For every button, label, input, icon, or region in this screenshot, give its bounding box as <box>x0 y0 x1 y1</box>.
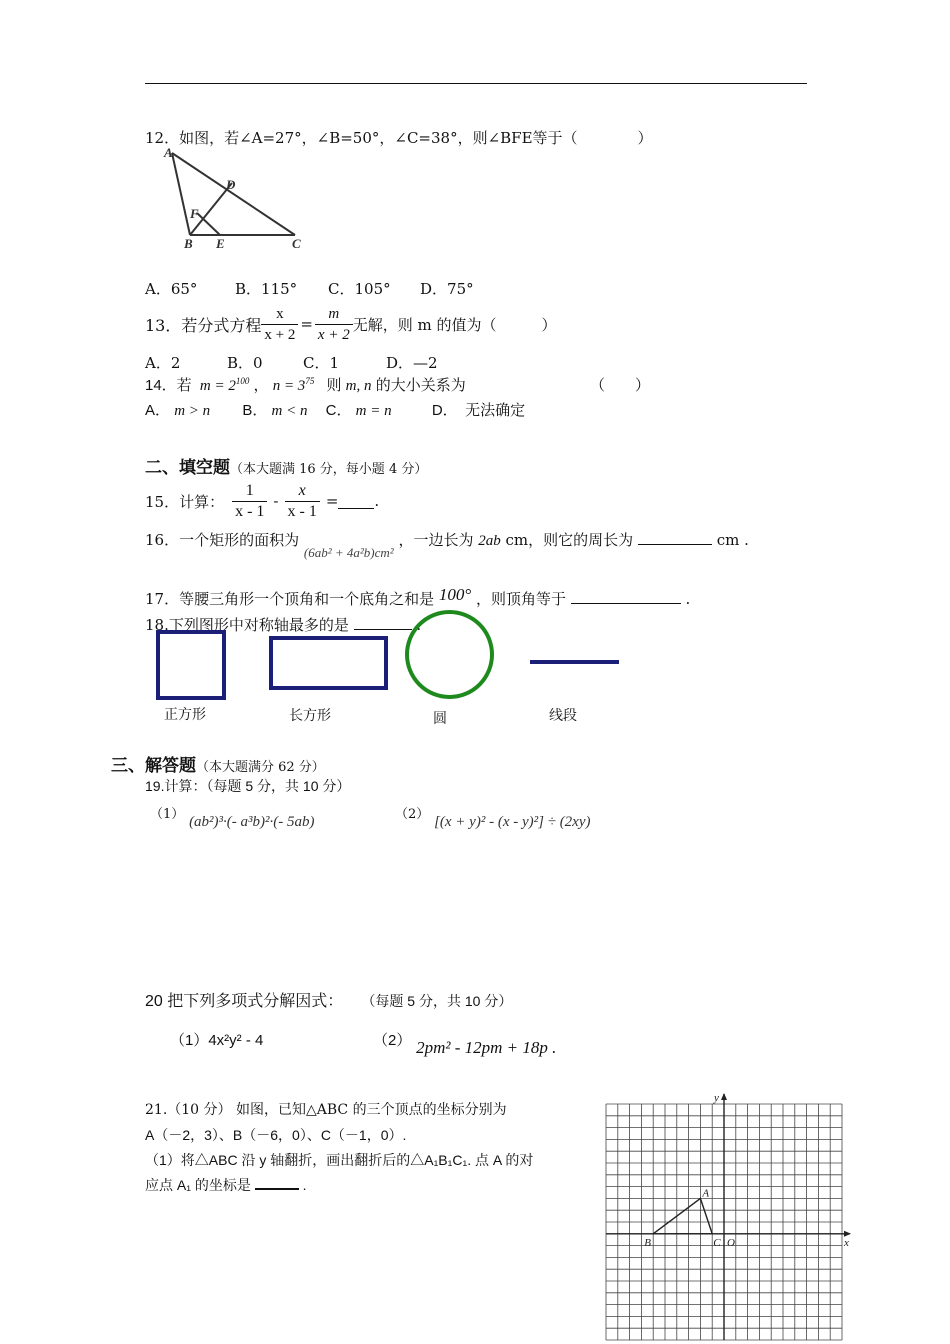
q16-mid: ，一边长为 <box>398 531 474 549</box>
q18-end: . <box>416 616 422 634</box>
q14-option-c-label: C． <box>325 402 352 419</box>
q21-line4-end: . <box>302 1177 307 1193</box>
q16-prefix: 16．一个矩形的面积为 <box>145 531 300 549</box>
q16-end: cm . <box>716 531 749 549</box>
q21-line2: A（－2，3）、B（－6，0）、C（－1，0）. <box>145 1127 407 1143</box>
q15-answer-blank[interactable] <box>338 494 374 509</box>
q13-frac2-den: x + 2 <box>317 326 350 343</box>
q21-line4 <box>145 1175 307 1195</box>
grid-label-x: x <box>844 1236 849 1249</box>
q16-mid2: cm，则它的周长为 <box>505 531 634 549</box>
q20-part1: （1）4x²y² - 4 <box>170 1032 264 1049</box>
q14-m-expr: m = 2 <box>199 378 236 394</box>
q21-line4-prefix: 应点 A₁ 的坐标是 <box>145 1177 251 1193</box>
q15-f2-den: x - 1 <box>287 502 317 520</box>
q13-option-b: B．0 <box>227 354 263 372</box>
grid-label-y: y <box>714 1092 719 1104</box>
q17-prefix: 17．等腰三角形一个顶角和一个底角之和是 <box>145 590 435 608</box>
q15-eq: = <box>325 492 339 510</box>
q20-part2 <box>373 1029 557 1057</box>
section3-note: （本大题满分 62 分） <box>196 760 325 775</box>
q19-p2-expr: [(x + y)² - (x - y)²] ÷ (2xy) <box>434 814 591 830</box>
q14-line <box>145 374 466 395</box>
q16-line <box>145 529 749 560</box>
grid-label-a: A <box>702 1187 710 1200</box>
square-label: 正方形 <box>164 706 206 722</box>
q12-text: 12．如图，若∠A=27°，∠B=50°，∠C=38°，则∠BFE等于（ ） <box>145 129 653 147</box>
fig-label-c: C <box>292 236 301 251</box>
q14-m-exp: 100 <box>235 376 250 386</box>
q19-part1 <box>150 803 315 830</box>
q15-end: . <box>374 492 380 510</box>
q14-n-expr: n = 3 <box>272 378 306 394</box>
fig-label-e: E <box>216 236 225 251</box>
triangle-abc <box>653 1198 712 1233</box>
q15-f1-num: 1 <box>232 481 267 502</box>
q13-fraction-1 <box>261 304 298 345</box>
line-segment-label: 线段 <box>549 707 577 723</box>
circle-label: 圆 <box>433 710 447 726</box>
q21-line1: 21.（10 分） 如图，已知△ABC 的三个顶点的坐标分别为 <box>145 1102 507 1118</box>
q14-option-d: D． 无法确定 <box>431 402 526 419</box>
circle-shape <box>405 610 494 699</box>
q15-f1-den: x - 1 <box>235 502 265 520</box>
q19-text: 19.计算：（每题 5 分，共 10 分） <box>145 778 351 794</box>
q14-option-b-expr: m < n <box>271 403 308 419</box>
q12-option-c: C．105° <box>328 280 391 298</box>
rectangle-shape <box>269 636 388 690</box>
header-rule <box>145 83 807 84</box>
q19-p1-expr: (ab²)³·(- a³b)²·(- 5ab) <box>189 814 315 830</box>
q13-suffix: 无解，则 m 的值为（ ） <box>352 315 557 334</box>
q15-f2-num: x <box>285 481 320 502</box>
q18-answer-blank[interactable] <box>354 615 412 630</box>
q15-fraction-1 <box>232 481 267 522</box>
section2-heading <box>145 453 427 478</box>
q14-suffix: 的大小关系为 <box>375 377 466 394</box>
q12-triangle-figure <box>160 145 310 255</box>
fig-label-f: F <box>190 206 199 221</box>
q21-answer-blank[interactable] <box>255 1176 299 1190</box>
line-segment-shape <box>530 660 619 664</box>
q14-sep: ， <box>253 377 269 394</box>
y-axis-arrow <box>721 1093 727 1100</box>
coordinate-grid <box>598 1090 858 1344</box>
fig-label-b: B <box>184 236 193 251</box>
q12-option-b: B．115° <box>235 280 298 298</box>
grid-label-c: C <box>713 1236 721 1249</box>
square-shape <box>156 630 226 700</box>
q13-prefix: 13．若分式方程 <box>145 315 262 335</box>
q18-text: 18.下列图形中对称轴最多的是 <box>145 616 349 634</box>
q14-mid: 则 <box>326 377 342 394</box>
q13-line <box>145 302 556 346</box>
q14-option-a-label: A． <box>145 402 171 419</box>
q13-eq: = <box>300 315 313 333</box>
q17-suffix: ，则顶角等于 <box>475 590 566 608</box>
grid-label-o: O <box>727 1236 735 1249</box>
section2-title: 二、填空题 <box>145 458 230 477</box>
q19-p2-label: （2） <box>395 807 430 822</box>
q15-fraction-2 <box>285 481 320 522</box>
q14-n-exp: 75 <box>305 376 315 386</box>
q13-frac1-num: x <box>261 304 298 325</box>
q14-option-b-label: B． <box>242 402 268 419</box>
q15-minus: - <box>273 492 279 510</box>
fig-label-d: D <box>226 177 236 192</box>
q12-option-d: D．75° <box>420 280 474 298</box>
section2-note: （本大题满 16 分，每小题 4 分） <box>230 462 428 477</box>
q20-title: 20 把下列多项式分解因式： <box>145 993 344 1010</box>
q14-prefix: 14．若 <box>145 377 192 394</box>
q14-option-a-expr: m > n <box>174 403 211 419</box>
q13-option-a: A．2 <box>145 354 181 372</box>
q19-p1-label: （1） <box>150 807 185 822</box>
q17-angle: 100° <box>438 585 472 604</box>
q15-line <box>145 478 379 524</box>
fig-label-a: A <box>164 145 173 160</box>
section3-title: 三、解答题 <box>111 756 196 775</box>
q16-answer-blank[interactable] <box>638 530 712 545</box>
q17-end: . <box>685 590 691 608</box>
q14-paren: （ ） <box>590 377 651 394</box>
q13-frac1-den: x + 2 <box>264 326 296 343</box>
q14-option-c-expr: m = n <box>355 403 392 419</box>
q14-vars: m, n <box>345 378 372 394</box>
section3-heading <box>111 751 325 776</box>
q20-heading <box>145 988 512 1011</box>
q20-p2-expr: 2pm² - 12pm + 18p . <box>416 1038 557 1057</box>
q15-prefix: 15．计算： <box>145 492 225 511</box>
q13-fraction-2 <box>315 304 353 345</box>
q13-option-d: D．—2 <box>386 354 438 372</box>
q16-expr: (6ab² + 4a²b)cm² <box>303 545 394 560</box>
q17-answer-blank[interactable] <box>571 589 681 604</box>
q20-p2-label: （2） <box>373 1032 412 1049</box>
q21-line3: （1）将△ABC 沿 y 轴翻折，画出翻折后的△A₁B₁C₁. 点 A 的对 <box>145 1152 534 1168</box>
q19-part2 <box>395 803 591 830</box>
q17-line <box>145 585 691 609</box>
grid-label-b: B <box>644 1236 651 1249</box>
rectangle-label: 长方形 <box>289 707 331 723</box>
q13-option-c: C．1 <box>303 354 340 372</box>
q13-frac2-num: m <box>315 304 353 325</box>
q20-note: （每题 5 分，共 10 分） <box>361 993 513 1009</box>
q16-expr2: 2ab <box>478 533 501 549</box>
q12-option-a: A．65° <box>145 280 198 298</box>
q14-options <box>145 399 525 420</box>
